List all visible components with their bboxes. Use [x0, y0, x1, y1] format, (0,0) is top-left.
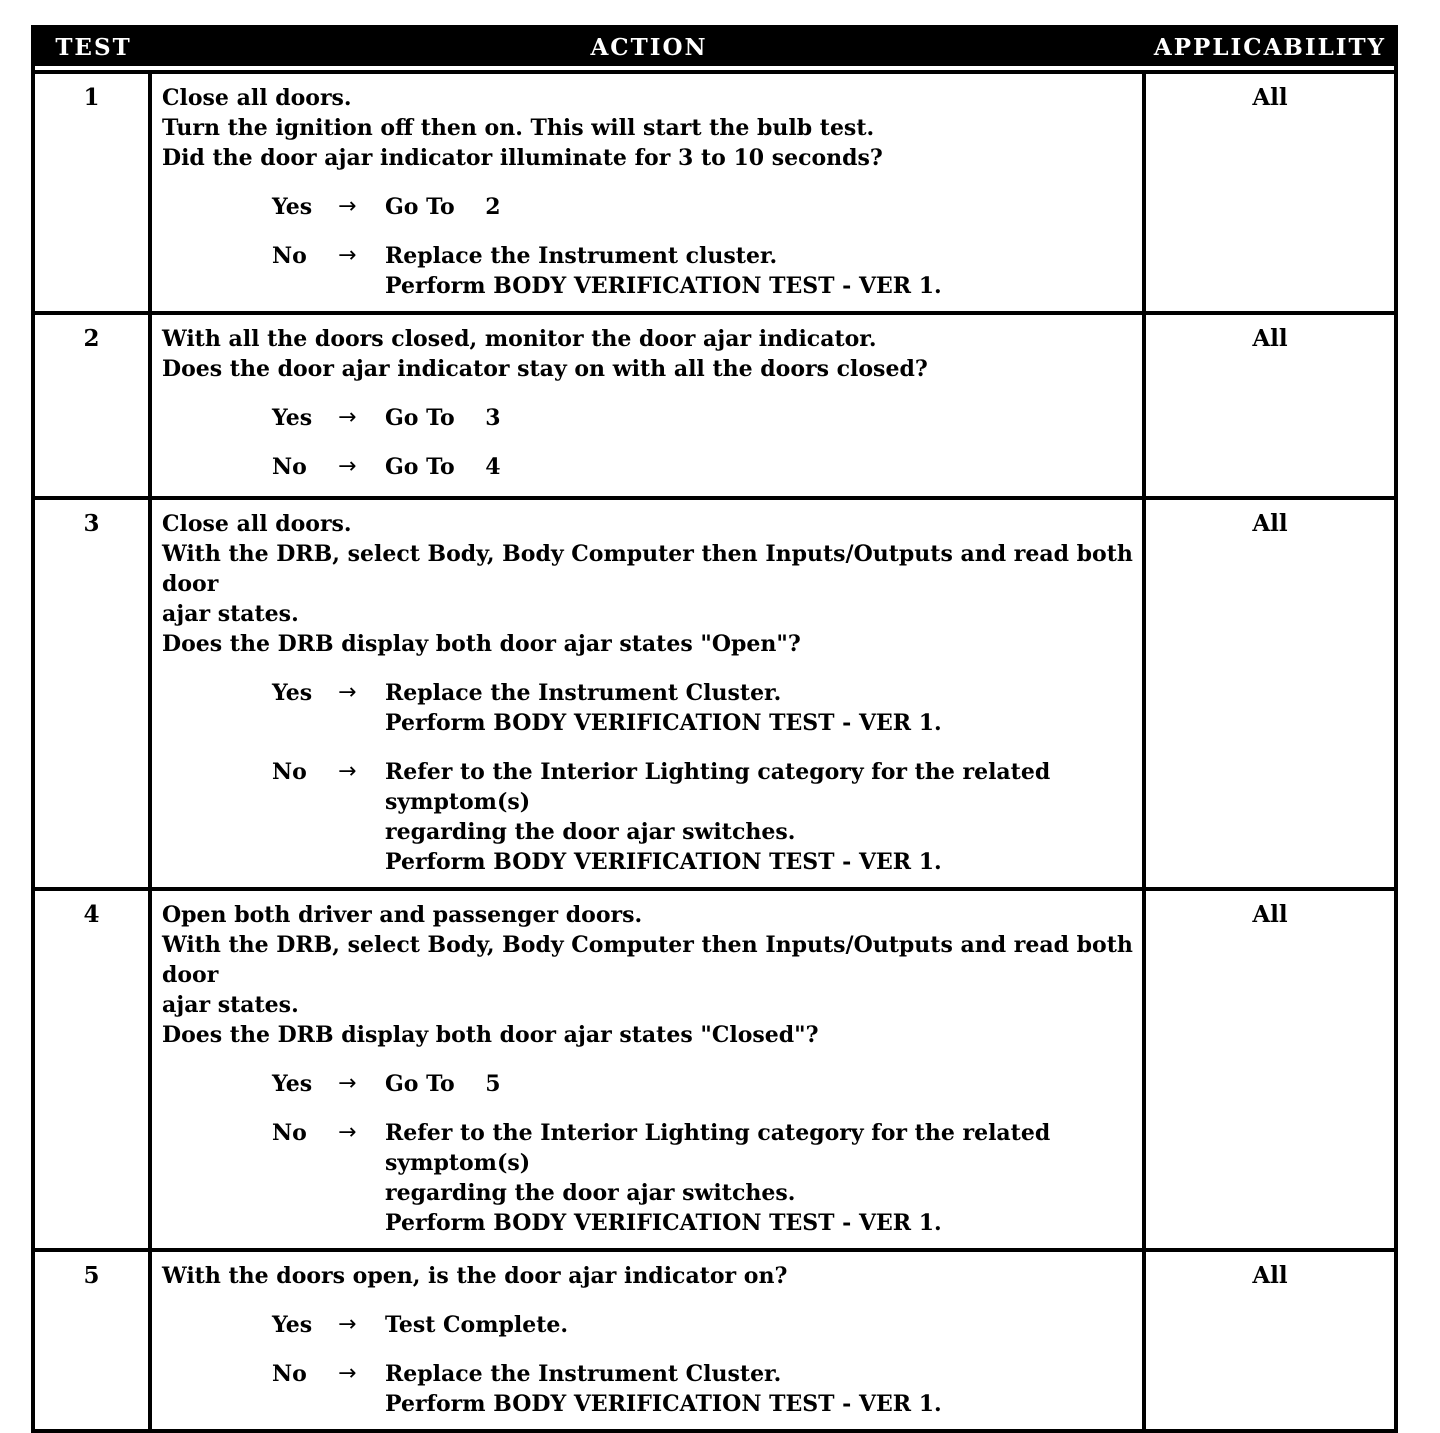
action-text-line: Close all doors.: [162, 85, 352, 111]
table-row: [35, 1248, 1394, 1429]
response-result: [385, 403, 1134, 433]
action-text-line: Does the door ajar indicator stay on with all the doors closed?: [162, 356, 928, 382]
response-result: [385, 757, 1134, 877]
response-result: [385, 678, 1134, 738]
response-yes: [272, 192, 1134, 222]
action-cell: [152, 500, 1146, 887]
response-no: [272, 757, 1134, 877]
arrow-right-icon: →: [338, 1361, 357, 1386]
test-number: 2: [35, 315, 152, 496]
action-cell: [152, 1252, 1146, 1429]
result-line: Go To 2: [385, 194, 501, 220]
result-line: Replace the Instrument Cluster.: [385, 680, 782, 706]
arrow-right-icon: →: [338, 454, 357, 479]
arrow-right-icon: →: [338, 243, 357, 268]
action-text-line: Does the DRB display both door ajar states "Open"?: [162, 631, 801, 657]
response-label: No: [272, 759, 307, 785]
response-no: [272, 452, 1134, 482]
arrow-right-icon: →: [338, 680, 357, 705]
action-cell: [152, 74, 1146, 311]
result-line: Refer to the Interior Lighting category for the related symptom(s): [385, 759, 1058, 815]
action-text-line: ajar states.: [162, 992, 299, 1018]
result-line: regarding the door ajar switches.: [385, 819, 796, 845]
response-label: Yes: [272, 405, 313, 431]
response-label: Yes: [272, 1071, 313, 1097]
response-result: [385, 1118, 1134, 1238]
response-label: No: [272, 1361, 307, 1387]
response-yes: [272, 403, 1134, 433]
response-label: No: [272, 1120, 307, 1146]
result-line: Refer to the Interior Lighting category for the related symptom(s): [385, 1120, 1058, 1176]
applicability-value: All: [1252, 1262, 1288, 1289]
header-applicability: APPLICABILITY: [1153, 34, 1387, 61]
response-yes: [272, 678, 1134, 738]
result-line: Go To 4: [385, 454, 501, 480]
action-text-line: Does the DRB display both door ajar states "Closed"?: [162, 1022, 819, 1048]
applicability-value: All: [1252, 901, 1288, 928]
action-text-line: Did the door ajar indicator illuminate for 3 to 10 seconds?: [162, 145, 883, 171]
arrow-right-icon: →: [338, 1312, 357, 1337]
result-line: regarding the door ajar switches.: [385, 1180, 796, 1206]
response-label: Yes: [272, 1312, 313, 1338]
arrow-right-icon: →: [338, 194, 357, 219]
table-header: [35, 29, 1394, 66]
applicability-value: All: [1252, 325, 1288, 352]
result-line: Perform BODY VERIFICATION TEST - VER 1.: [385, 273, 942, 299]
header-action: ACTION: [590, 34, 708, 61]
result-line: Perform BODY VERIFICATION TEST - VER 1.: [385, 1210, 942, 1236]
arrow-right-icon: →: [338, 405, 357, 430]
response-result: [385, 192, 1134, 222]
response-result: [385, 1069, 1134, 1099]
action-text-line: With the doors open, is the door ajar indicator on?: [162, 1263, 788, 1289]
result-line: Replace the Instrument cluster.: [385, 243, 778, 269]
table-row: [35, 74, 1394, 311]
table-body: [35, 70, 1394, 1429]
table-row: [35, 311, 1394, 496]
result-line: Perform BODY VERIFICATION TEST - VER 1.: [385, 710, 942, 736]
arrow-right-icon: →: [338, 759, 357, 784]
response-label: Yes: [272, 194, 313, 220]
response-yes: [272, 1069, 1134, 1099]
applicability-value: All: [1252, 510, 1288, 537]
action-text-line: With all the doors closed, monitor the door ajar indicator.: [162, 326, 877, 352]
response-label: No: [272, 243, 307, 269]
table-row: [35, 887, 1394, 1248]
action-text-line: With the DRB, select Body, Body Computer then Inputs/Outputs and read both door: [162, 932, 1141, 988]
action-text-line: Turn the ignition off then on. This will start the bulb test.: [162, 115, 875, 141]
action-text-line: ajar states.: [162, 601, 299, 627]
arrow-right-icon: →: [338, 1120, 357, 1145]
table-row: [35, 496, 1394, 887]
action-text-line: Open both driver and passenger doors.: [162, 902, 643, 928]
response-yes: [272, 1310, 1134, 1340]
header-test: TEST: [55, 34, 132, 61]
result-line: Test Complete.: [385, 1312, 569, 1338]
response-no: [272, 1359, 1134, 1419]
response-no: [272, 241, 1134, 301]
action-text-line: Close all doors.: [162, 511, 352, 537]
response-result: [385, 1359, 1134, 1419]
result-line: Go To 3: [385, 405, 501, 431]
response-label: No: [272, 454, 307, 480]
arrow-right-icon: →: [338, 1071, 357, 1096]
test-number: 5: [35, 1252, 152, 1429]
action-cell: [152, 891, 1146, 1248]
response-result: [385, 452, 1134, 482]
response-result: [385, 241, 1134, 301]
response-result: [385, 1310, 1134, 1340]
test-number: 3: [35, 500, 152, 887]
action-text-line: With the DRB, select Body, Body Computer then Inputs/Outputs and read both door: [162, 541, 1141, 597]
response-label: Yes: [272, 680, 313, 706]
result-line: Perform BODY VERIFICATION TEST - VER 1.: [385, 1391, 942, 1417]
diagnostic-test-table: [31, 25, 1398, 1433]
action-cell: [152, 315, 1146, 496]
result-line: Replace the Instrument Cluster.: [385, 1361, 782, 1387]
test-number: 4: [35, 891, 152, 1248]
result-line: Perform BODY VERIFICATION TEST - VER 1.: [385, 849, 942, 875]
result-line: Go To 5: [385, 1071, 501, 1097]
applicability-value: All: [1252, 84, 1288, 111]
test-number: 1: [35, 74, 152, 311]
response-no: [272, 1118, 1134, 1238]
